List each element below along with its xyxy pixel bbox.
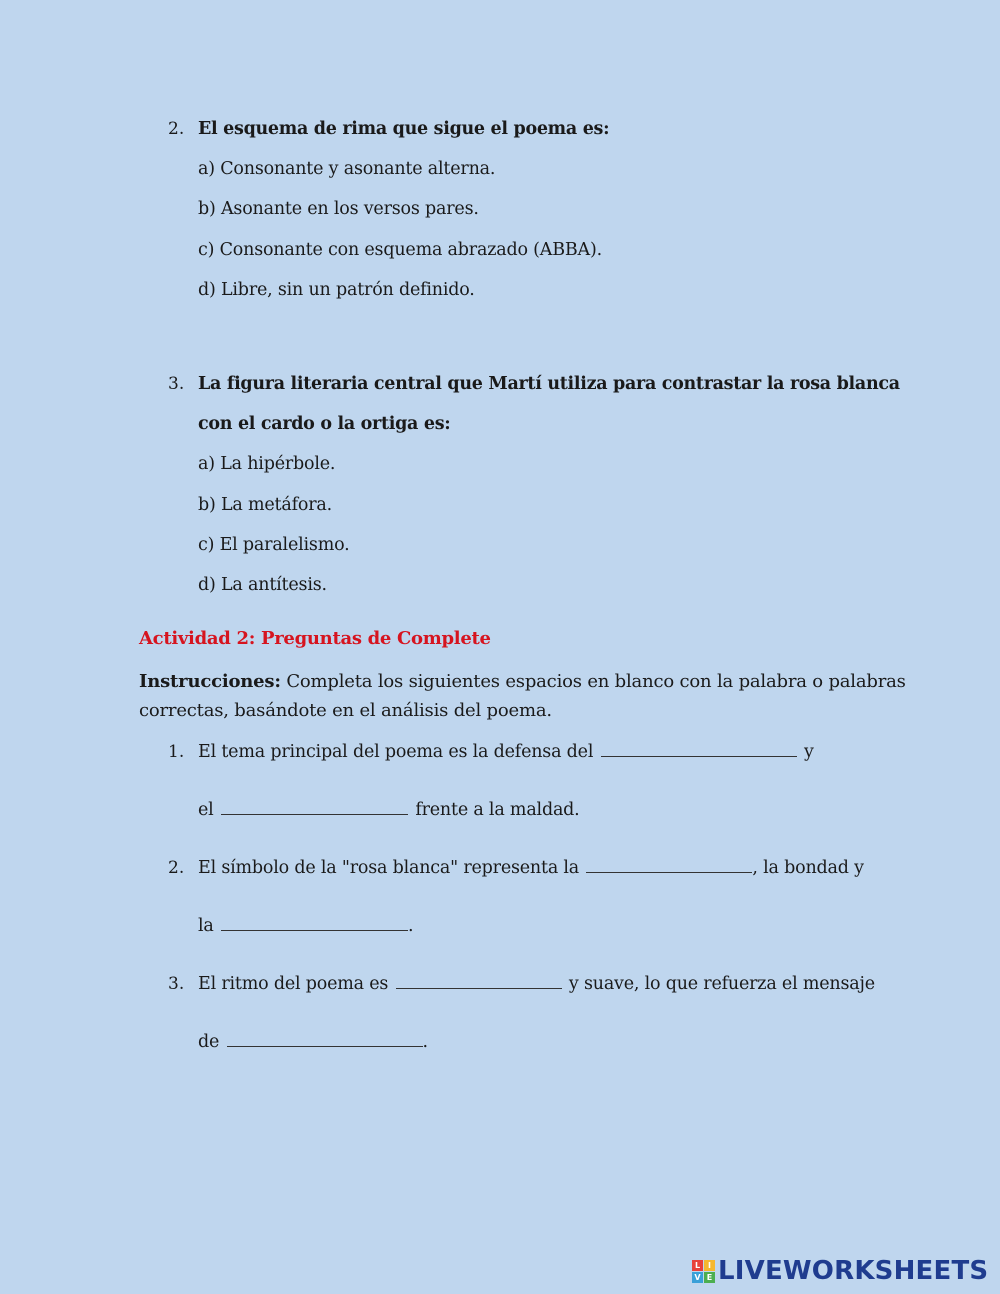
- item-number: 2.: [168, 858, 185, 878]
- item-number: 3.: [168, 974, 185, 994]
- fill-line: [198, 916, 413, 936]
- blank-input[interactable]: [586, 858, 752, 873]
- option-c[interactable]: c) Consonante con esquema abrazado (ABBA).: [198, 240, 602, 260]
- option-d[interactable]: d) Libre, sin un patrón definido.: [198, 280, 475, 300]
- fill-text: y: [804, 742, 814, 762]
- question-text-cont: con el cardo o la ortiga es:: [198, 414, 451, 434]
- blank-input[interactable]: [221, 800, 408, 815]
- logo-text: LIVEWORKSHEETS: [718, 1256, 989, 1286]
- instructions: [139, 667, 906, 725]
- fill-text: El ritmo del poema es: [198, 974, 389, 994]
- instructions-text: Completa los siguientes espacios en blanco con la palabra o palabras: [280, 671, 906, 692]
- fill-line: [198, 1032, 428, 1052]
- blank-input[interactable]: [396, 974, 562, 989]
- option-b[interactable]: b) La metáfora.: [198, 495, 333, 515]
- option-a[interactable]: a) La hipérbole.: [198, 454, 336, 474]
- question-number: 3.: [168, 374, 185, 394]
- fill-text: , la bondad y: [752, 858, 864, 878]
- instructions-text-line2: correctas, basándote en el análisis del poema.: [139, 700, 552, 721]
- fill-text: El símbolo de la "rosa blanca" representa la: [198, 858, 580, 878]
- question-text: El esquema de rima que sigue el poema es:: [198, 119, 610, 139]
- instructions-label: Instrucciones:: [139, 671, 281, 692]
- liveworksheets-logo: [692, 1256, 988, 1286]
- blank-input[interactable]: [601, 742, 797, 757]
- logo-square: L: [692, 1260, 703, 1271]
- fill-line: [198, 858, 864, 878]
- option-c[interactable]: c) El paralelismo.: [198, 535, 350, 555]
- fill-line: [198, 974, 875, 994]
- question-text: La figura literaria central que Martí utiliza para contrastar la rosa blanca: [198, 374, 900, 394]
- fill-text: .: [408, 916, 414, 936]
- option-a[interactable]: a) Consonante y asonante alterna.: [198, 159, 496, 179]
- logo-square: E: [704, 1272, 715, 1283]
- fill-line: [198, 742, 814, 762]
- fill-text: y suave, lo que refuerza el mensaje: [568, 974, 875, 994]
- blank-input[interactable]: [227, 1032, 423, 1047]
- logo-squares-icon: [692, 1260, 715, 1283]
- item-number: 1.: [168, 742, 185, 762]
- fill-text: El tema principal del poema es la defensa del: [198, 742, 594, 762]
- fill-text: .: [422, 1032, 428, 1052]
- activity-title: Actividad 2: Preguntas de Complete: [139, 628, 491, 649]
- fill-text: el: [198, 800, 214, 820]
- option-d[interactable]: d) La antítesis.: [198, 575, 327, 595]
- option-b[interactable]: b) Asonante en los versos pares.: [198, 199, 479, 219]
- question-number: 2.: [168, 119, 185, 139]
- fill-text: la: [198, 916, 214, 936]
- fill-line: [198, 800, 580, 820]
- logo-square: I: [704, 1260, 715, 1271]
- logo-square: V: [692, 1272, 703, 1283]
- fill-text: frente a la maldad.: [415, 800, 580, 820]
- blank-input[interactable]: [221, 916, 408, 931]
- fill-text: de: [198, 1032, 220, 1052]
